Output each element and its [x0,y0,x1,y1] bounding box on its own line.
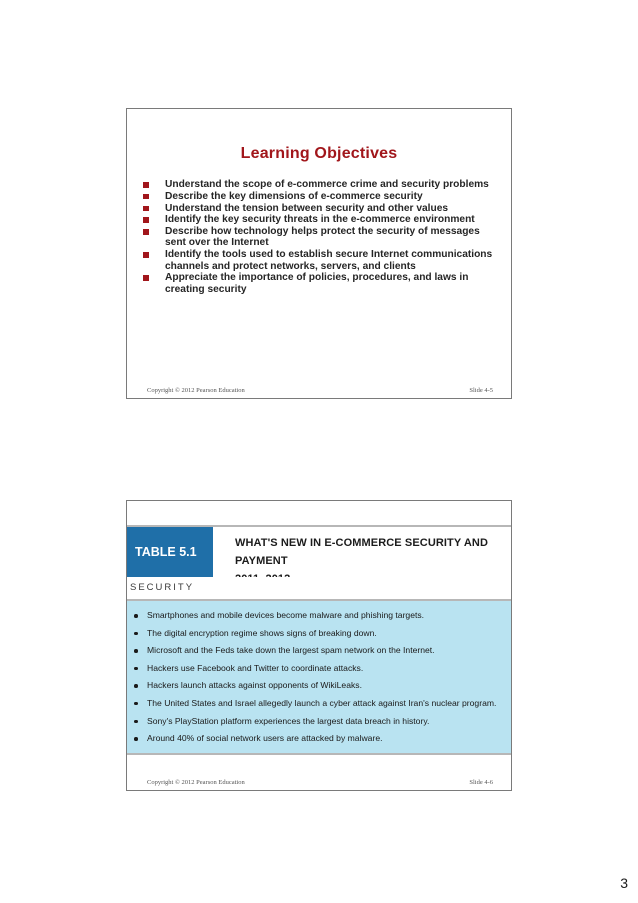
table-header [127,525,511,579]
bullet-icon [134,720,138,724]
list-item [141,226,493,249]
objective-text: Identify the key security threats in the e-commerce environment [165,214,475,226]
item-text: Microsoft and the Feds take down the largest spam network on the Internet. [147,645,435,656]
slide-number: Slide 4-5 [469,387,493,394]
slide-copyright: Copyright © 2012 Pearson Education [147,387,245,394]
objective-text: Identify the tools used to establish secure Internet communications channels and protect networks, servers, and clients [165,249,493,272]
list-item [141,214,493,225]
objective-text: Appreciate the importance of policies, procedures, and laws in creating security [165,272,469,295]
square-bullet-icon [143,229,149,235]
slide-table-security [126,500,512,791]
bullet-icon [134,649,138,653]
bullet-icon [134,632,138,636]
table-label: TABLE 5.1 [127,527,213,577]
slide-number: Slide 4-6 [469,779,493,786]
objective-text: Understand the scope of e-commerce crime and security problems [165,179,489,190]
square-bullet-icon [143,275,149,281]
page-number: 3 [620,875,628,891]
item-text: The United States and Israel allegedly launch a cyber attack against Iran's nuclear program. [147,697,497,708]
bullet-icon [134,667,138,671]
objective-text: Describe the key dimensions of e-commerce security [165,190,423,202]
bullet-icon [134,684,138,688]
list-item [133,695,511,713]
slide-title: Learning Objectives [240,145,398,162]
list-item [133,713,511,731]
list-item [133,677,511,695]
item-text: Around 40% of social network users are attacked by malware. [147,733,383,744]
square-bullet-icon [143,194,149,200]
item-text: Hackers launch attacks against opponents of WikiLeaks. [147,680,362,691]
square-bullet-icon [143,252,149,258]
objectives-list [141,179,493,295]
list-item [141,249,493,272]
list-item [133,660,511,678]
square-bullet-icon [143,182,149,188]
item-text: Sony's PlayStation platform experiences the largest data breach in history. [147,715,430,726]
objective-text: Understand the tension between security and other values [165,202,449,214]
list-item [133,625,511,643]
slide-learning-objectives [126,108,512,399]
list-item [133,730,511,748]
section-heading: SECURITY [127,577,511,598]
square-bullet-icon [143,206,149,212]
bullet-icon [134,614,138,618]
objective-text: Describe how technology helps protect the security of messages sent over the Internet [165,226,480,249]
item-text: The digital encryption regime shows signs of breaking down. [147,627,377,638]
item-text: Hackers use Facebook and Twitter to coordinate attacks. [147,662,364,673]
bullet-icon [134,737,138,741]
list-item [141,203,493,214]
slide-copyright: Copyright © 2012 Pearson Education [147,779,245,786]
list-item [141,179,493,190]
square-bullet-icon [143,217,149,223]
list-item [133,642,511,660]
list-item [141,272,493,295]
list-item [141,191,493,202]
list-item [133,607,511,625]
item-text: Smartphones and mobile devices become malware and phishing targets. [147,610,425,620]
security-items-panel [127,599,511,755]
bullet-icon [134,702,138,706]
table-title-line1: WHAT'S NEW IN E-COMMERCE SECURITY AND PAYMENT [235,537,488,567]
security-items-list [127,601,511,748]
